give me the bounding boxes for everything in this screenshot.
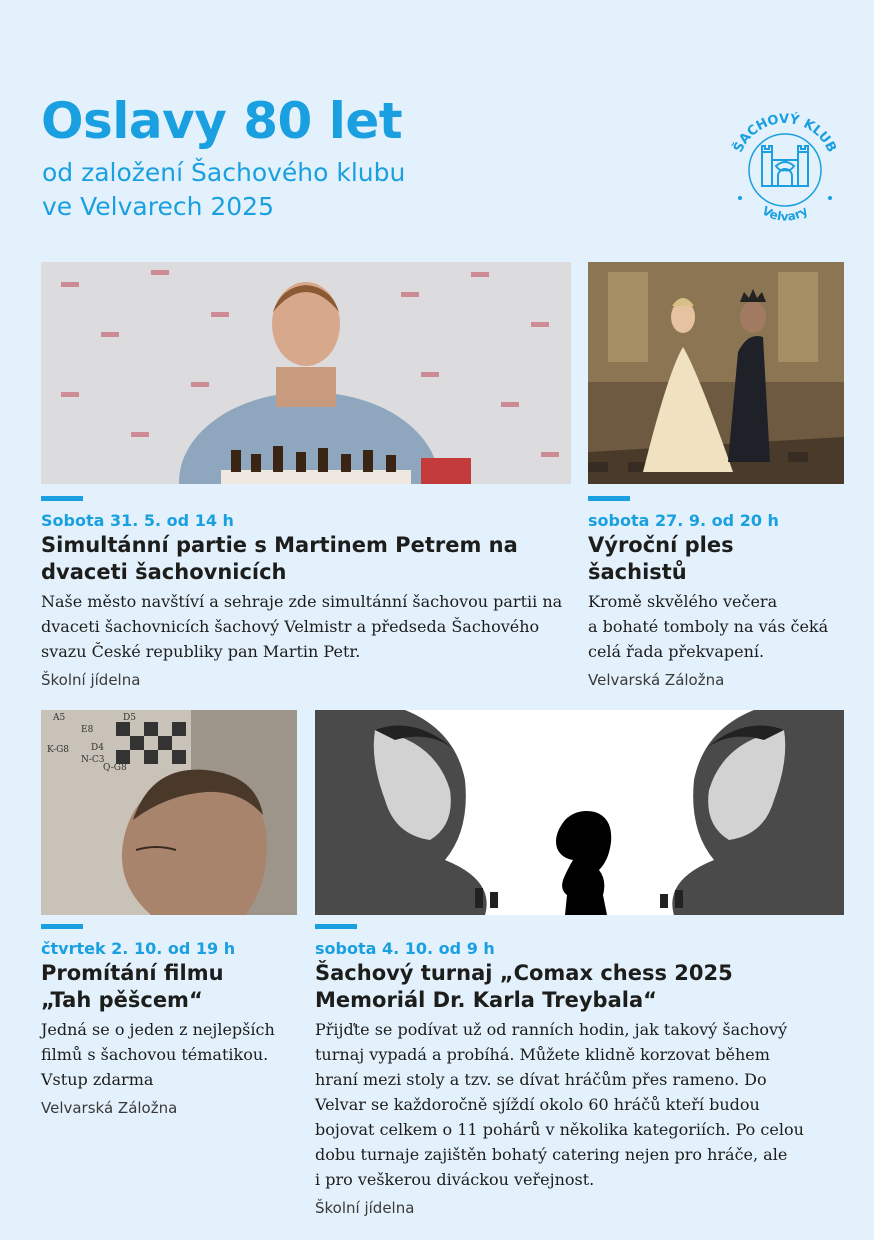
- event-place: Školní jídelna: [41, 671, 141, 689]
- film-notation: N-C3: [81, 755, 105, 765]
- film-notation: A5: [53, 713, 66, 723]
- photo-tournament: [315, 710, 844, 915]
- film-notation: D5: [123, 713, 136, 723]
- event-date: Sobota 31. 5. od 14 h: [41, 511, 234, 530]
- film-notation: Q-G8: [103, 763, 127, 773]
- event-film: [41, 924, 303, 1118]
- event-title: Výroční ples šachistů: [588, 533, 734, 584]
- logo-bottom-text: Velvary: [759, 203, 811, 224]
- club-logo: [720, 100, 850, 230]
- event-description: Kromě skvělého večera a bohaté tomboly na vás čeká celá řada překvapení.: [588, 592, 829, 661]
- page-title: Oslavy 80 let: [41, 92, 403, 150]
- accent-bar: [41, 924, 83, 929]
- accent-bar: [588, 496, 630, 501]
- event-place: Velvarská Záložna: [588, 671, 725, 689]
- photo-ball: [588, 262, 844, 484]
- photo-simultaneous: [41, 262, 571, 484]
- event-date: sobota 27. 9. od 20 h: [588, 511, 779, 530]
- event-place: Školní jídelna: [315, 1199, 415, 1217]
- event-description: Přijďte se podívat už od ranních hodin, jak takový šachový turnaj vypadá a probíhá. Můžete klidně korzovat během hraní mezi stoly a tzv. se dívat hráčům přes rameno. Do Velvar se každoročně sjíždí okolo 60 hráčů kteří budou bojovat celkem o 11 pohárů v několika kategoriích. Po celou dobu turnaje zajištěn bohatý catering nejen pro hráče, ale i pro veškerou diváckou veřejnost.: [315, 1020, 804, 1189]
- logo-top-text: ŠACHOVÝ KLUB: [731, 111, 839, 155]
- event-title: Šachový turnaj „Comax chess 2025 Memoriál Dr. Karla Treybala“: [315, 961, 733, 1012]
- event-description: Naše město navštíví a sehraje zde simultánní šachovou partii na dvaceti šachovnicích šachový Velmistr a předseda Šachového svazu České republiky pan Martin Petr.: [41, 592, 563, 661]
- event-simultaneous: [41, 496, 576, 690]
- event-date: sobota 4. 10. od 9 h: [315, 939, 495, 958]
- event-ball: [588, 496, 848, 690]
- castle-crest-icon: [762, 146, 808, 186]
- film-notation: K-G8: [47, 745, 70, 755]
- film-notation: D4: [91, 743, 104, 753]
- event-title: Promítání filmu „Tah pěšcem“: [41, 961, 224, 1012]
- film-notation: E8: [81, 725, 94, 735]
- accent-bar: [315, 924, 357, 929]
- photo-film: [41, 710, 297, 915]
- event-date: čtvrtek 2. 10. od 19 h: [41, 939, 236, 958]
- event-title: Simultánní partie s Martinem Petrem na dvaceti šachovnicích: [41, 533, 518, 584]
- accent-bar: [41, 496, 83, 501]
- event-place: Velvarská Záložna: [41, 1099, 178, 1117]
- event-description: Jedná se o jeden z nejlepších filmů s šachovou tématikou. Vstup zdarma: [41, 1020, 275, 1089]
- page-subtitle: od založení Šachového klubu ve Velvarech 2025: [42, 158, 406, 221]
- event-tournament: [315, 924, 860, 1218]
